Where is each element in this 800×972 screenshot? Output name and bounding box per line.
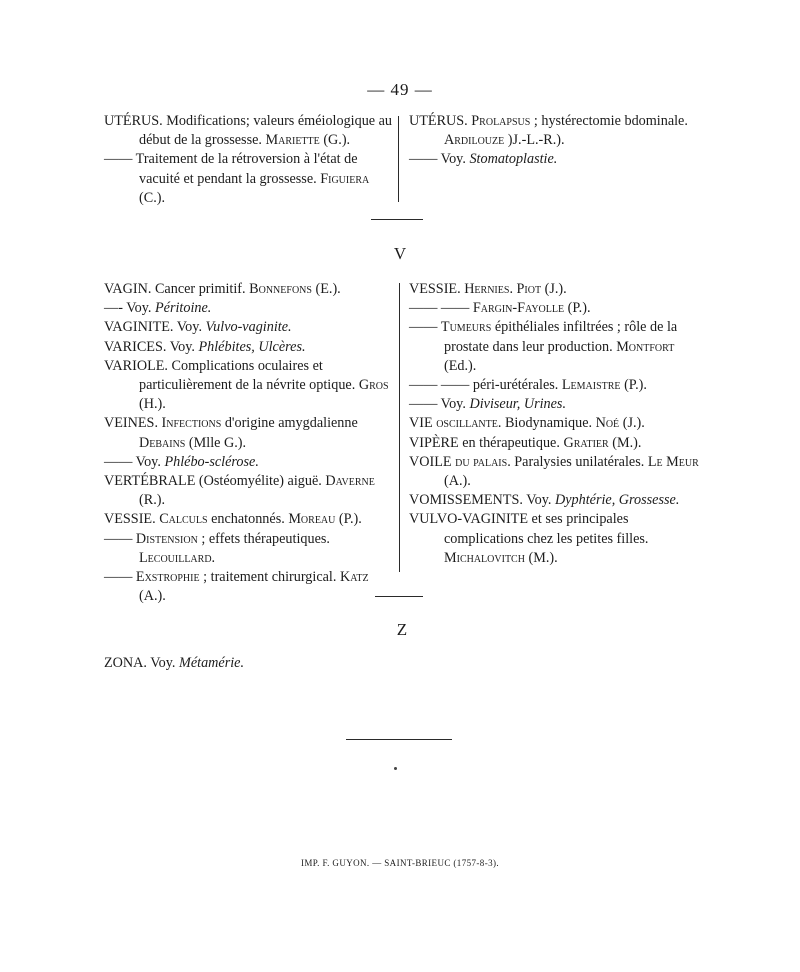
entry-text: —— Voy. — [104, 453, 165, 470]
entry-text: (A.). — [444, 473, 471, 490]
entry-text: ; hystérectomie bdominale. — [530, 113, 688, 129]
index-entry — [104, 112, 394, 150]
index-entry — [409, 510, 699, 568]
entry-text: ZONA. Voy. — [104, 655, 180, 671]
entry-text: VARICES. Voy. — [104, 338, 199, 355]
index-entry — [104, 338, 394, 357]
index-entry — [409, 434, 699, 453]
author-name: Lemaistre — [561, 377, 621, 394]
index-entry — [409, 414, 699, 433]
entry-text: (G.). — [319, 132, 351, 149]
entry-text: —— — [104, 530, 136, 547]
index-entry — [409, 150, 699, 169]
index-entry — [104, 568, 394, 606]
author-name: Infections — [161, 415, 222, 432]
cross-reference: Vulvo-vaginite. — [205, 319, 292, 336]
entry-text: (H.). — [139, 396, 166, 413]
author-name: Hernies — [464, 281, 510, 297]
printer-imprint: IMP. F. GUYON. — SAINT-BRIEUC (1757-8-3). — [300, 858, 500, 868]
section-v-right-column — [409, 280, 699, 568]
author-name: Tumeurs — [440, 319, 492, 336]
index-entry — [409, 112, 699, 150]
entry-text: —— —— péri-urétérales. — [409, 377, 562, 394]
index-entry — [409, 395, 699, 414]
index-entry — [409, 280, 699, 299]
entry-text: . Paralysies unilatérales. — [507, 453, 648, 470]
entry-text: (R.). — [139, 492, 166, 509]
author-name: Figuiera — [320, 170, 370, 187]
author-name: du palais — [455, 453, 508, 470]
author-name: Exstrophie — [135, 569, 200, 586]
author-name: Ardilouze — [444, 132, 505, 149]
author-name: Mariette — [265, 132, 320, 149]
entry-text: (Ed.). — [444, 357, 477, 374]
section-v-left-column — [104, 280, 394, 606]
author-name: oscillante — [436, 415, 498, 432]
entry-text: . — [509, 281, 517, 297]
cross-reference: Stomatoplastie. — [469, 151, 558, 168]
entry-text: VERTÉBRALE (Ostéomyélite) aiguë. — [104, 473, 326, 490]
entry-text: (P.). — [335, 511, 362, 528]
section-u-column-rule — [398, 116, 399, 202]
entry-text: VAGIN. Cancer primitif. — [104, 281, 250, 297]
entry-text: (J.). — [619, 415, 645, 432]
index-entry — [104, 530, 394, 568]
entry-text: UTÉRUS. — [409, 113, 472, 129]
section-letter-v: V — [393, 244, 407, 263]
entry-text: VESSIE. — [104, 511, 160, 528]
page-number: — 49 — — [367, 80, 433, 99]
entry-text: . Biodynamique. — [497, 415, 596, 432]
index-entry — [104, 150, 394, 208]
entry-text: VIPÈRE en thérapeutique. — [409, 434, 564, 451]
author-name: Daverne — [325, 473, 375, 490]
entry-text: —- Voy. — [104, 300, 155, 317]
section-u-right-column — [409, 112, 699, 170]
author-name: Debains — [139, 434, 186, 451]
index-entry — [104, 357, 394, 415]
separator-rule-v-z — [375, 596, 423, 597]
entry-text: VEINES. — [104, 415, 162, 432]
entry-text: (C.). — [139, 189, 166, 206]
separator-rule-u-v — [371, 219, 423, 220]
entry-text: —— — [409, 319, 441, 336]
entry-text: (Mlle G.). — [185, 434, 247, 451]
entry-text: enchatonnés. — [207, 511, 289, 528]
author-name: Noé — [595, 415, 620, 432]
section-v-column-rule — [399, 283, 400, 572]
entry-text: ; effets thérapeutiques. — [197, 530, 330, 547]
author-name: Le Meur — [647, 453, 699, 470]
entry-text: (J.). — [541, 281, 567, 297]
cross-reference: Phlébo-sclérose. — [164, 453, 259, 470]
index-entry — [104, 453, 394, 472]
author-name: Montfort — [616, 338, 675, 355]
entry-text: (M.). — [524, 549, 558, 566]
index-entry — [409, 453, 699, 491]
author-name: Katz — [339, 569, 369, 586]
index-entry — [409, 318, 699, 376]
entry-text: —— Voy. — [409, 396, 470, 413]
closing-rule — [346, 739, 452, 740]
entry-text: —— —— — [409, 300, 473, 317]
entry-text: VIE — [409, 415, 437, 432]
entry-text: ; traitement chirurgical. — [199, 569, 340, 586]
entry-text: (M.). — [608, 434, 642, 451]
section-u-left-column — [104, 112, 394, 208]
author-name: Gros — [358, 377, 389, 394]
author-name: Gratier — [563, 434, 609, 451]
author-name: Distension — [135, 530, 198, 547]
index-entry — [409, 376, 699, 395]
author-name: Lecouillard. — [139, 549, 216, 566]
entry-text: (A.). — [139, 588, 166, 605]
entry-text: VOILE — [409, 453, 456, 470]
index-entry — [104, 318, 394, 337]
author-name: Prolapsus — [471, 113, 531, 129]
entry-text: VESSIE. — [409, 281, 465, 297]
entry-text: VULVO-VAGINITE et ses principales complications chez les petites filles. — [409, 511, 649, 547]
entry-text: (E.). — [311, 281, 341, 297]
entry-text: —— Traitement de la rétroversion à l'état de vacuité et pendant la grossesse. — [104, 151, 358, 187]
entry-text: (P.). — [620, 377, 647, 394]
cross-reference: Phlébites, Ulcères. — [198, 338, 306, 355]
index-entry — [104, 299, 394, 318]
index-entry — [409, 299, 699, 318]
entry-text: UTÉRUS. Modifications; valeurs éméiologique au début de la grossesse. — [104, 113, 393, 149]
author-name: Bonnefons — [249, 281, 312, 297]
index-entry — [104, 510, 394, 529]
entry-text: épithéliales infiltrées ; rôle de la prostate dans leur production. — [444, 319, 678, 355]
entry-text: VAGINITE. Voy. — [104, 319, 206, 336]
entry-text: d'origine amygdalienne — [221, 415, 358, 432]
cross-reference: Métamérie. — [179, 655, 245, 671]
cross-reference: Diviseur, Urines. — [469, 396, 567, 413]
index-entry — [104, 654, 394, 673]
entry-text: )J.-L.-R.). — [504, 132, 565, 149]
printers-mark-dot — [394, 767, 397, 770]
index-entry — [104, 414, 394, 452]
index-entry — [409, 491, 699, 510]
entry-text: —— — [104, 569, 136, 586]
entry-text: (P.). — [564, 300, 591, 317]
section-letter-z: Z — [396, 620, 408, 639]
author-name: Michalovitch — [444, 549, 525, 566]
author-name: Moreau — [288, 511, 336, 528]
cross-reference: Péritoine. — [154, 300, 212, 317]
section-z-column — [104, 654, 394, 673]
entry-text: VOMISSEMENTS. Voy. — [409, 492, 555, 509]
author-name: Fargin-Fayolle — [472, 300, 565, 317]
cross-reference: Dyphtérie, Grossesse. — [554, 492, 680, 509]
author-name: Piot — [516, 281, 542, 297]
author-name: Calculs — [159, 511, 208, 528]
entry-text: —— Voy. — [409, 151, 470, 168]
entry-text: VARIOLE. Complications oculaires et particulièrement de la névrite optique. — [104, 357, 359, 394]
index-entry — [104, 472, 394, 510]
index-entry — [104, 280, 394, 299]
